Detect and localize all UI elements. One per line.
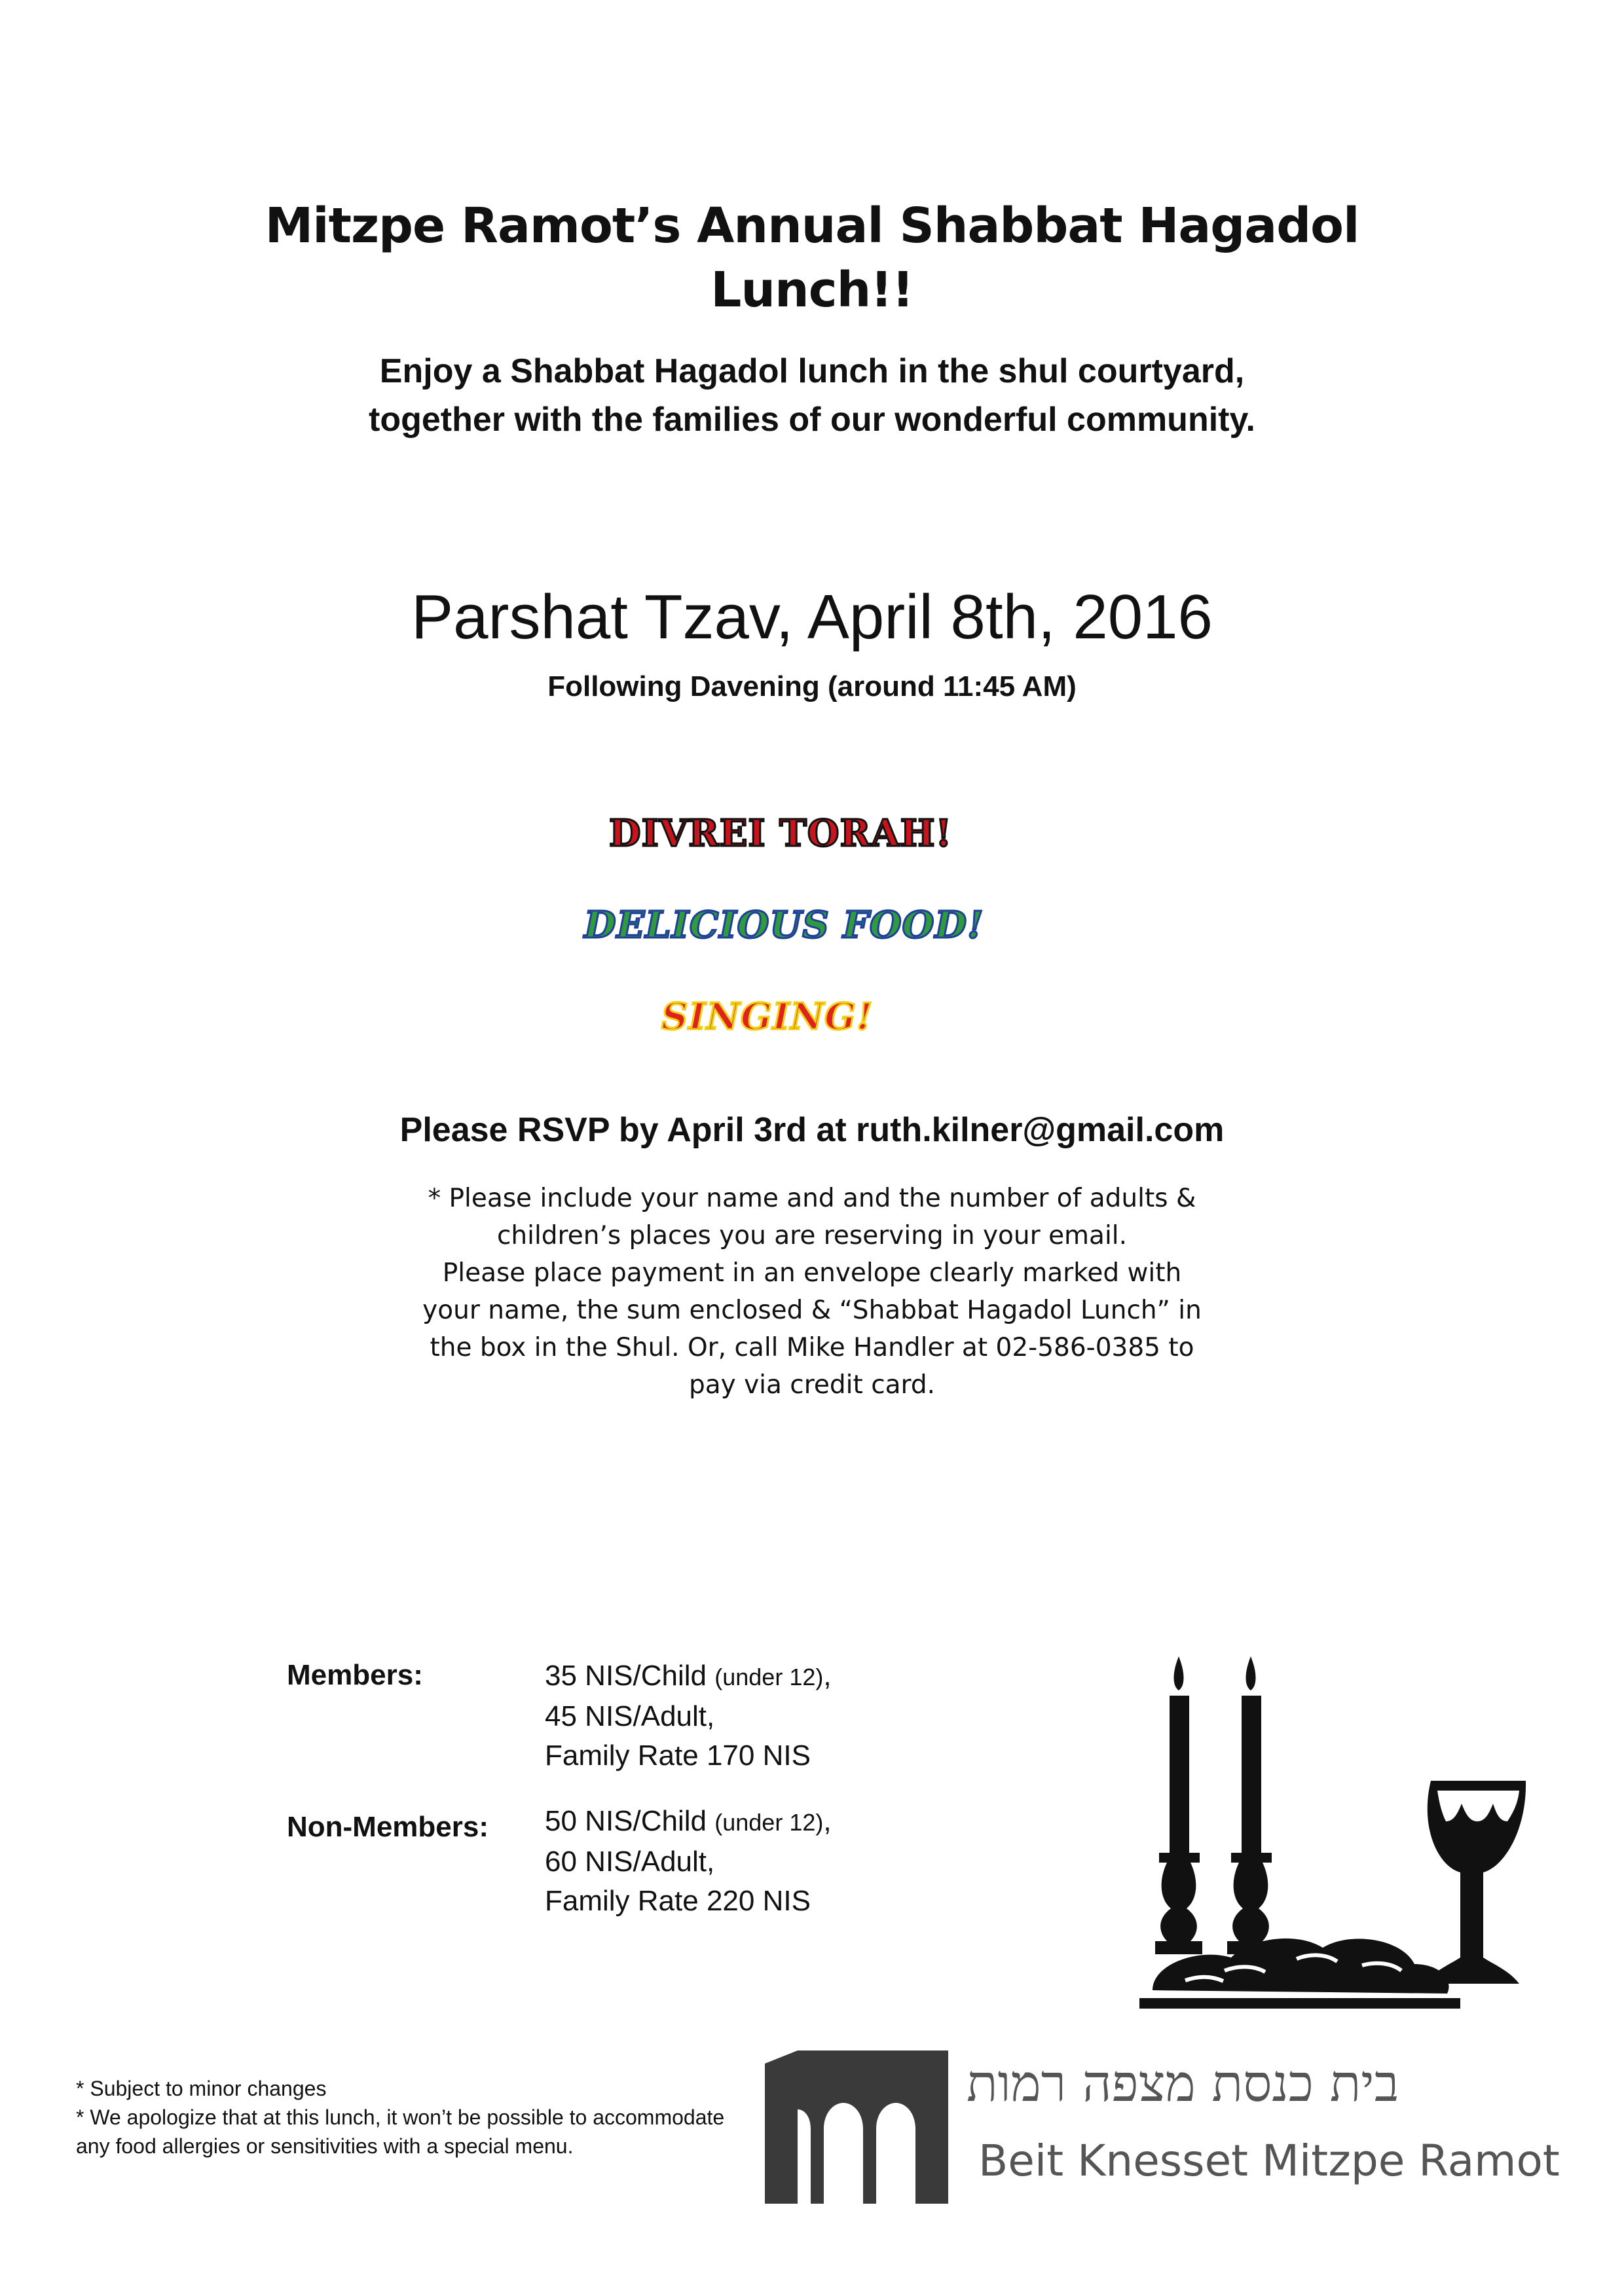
note-line: the box in the Shul. Or, call Mike Handler at 02-586-0385 to bbox=[430, 1333, 1194, 1362]
members-adult-price: 45 NIS/Adult, bbox=[545, 1700, 715, 1732]
shabbat-illustration bbox=[1126, 1650, 1532, 2016]
title-line-1: Mitzpe Ramot’s Annual Shabbat Hagadol bbox=[265, 198, 1359, 254]
non-members-label: Non-Members: bbox=[287, 1811, 489, 1843]
synagogue-arches-logo-icon bbox=[758, 2050, 948, 2204]
shabbat-candles-icon bbox=[1155, 1656, 1274, 1954]
footnote: * We apologize that at this lunch, it won’t be possible to accommodate bbox=[76, 2105, 725, 2129]
title-line-2: Lunch!! bbox=[710, 262, 913, 318]
logo-english-text: Beit Knesset Mitzpe Ramot bbox=[978, 2136, 1560, 2186]
footnote: * Subject to minor changes bbox=[76, 2077, 327, 2100]
non-members-adult-price: 60 NIS/Adult, bbox=[545, 1846, 715, 1878]
flyer-title bbox=[0, 194, 1624, 322]
footnotes bbox=[76, 2074, 724, 2160]
note-line: * Please include your name and and the number of adults & bbox=[428, 1184, 1196, 1213]
footnote: any food allergies or sensitivities with a special menu. bbox=[76, 2134, 574, 2158]
highlight-singing: SINGING! bbox=[661, 995, 874, 1038]
intro-line-2: together with the families of our wonderful community. bbox=[369, 401, 1255, 439]
note-line: Please place payment in an envelope clearly marked with bbox=[442, 1258, 1182, 1288]
note-line: your name, the sum enclosed & “Shabbat Hagadol Lunch” in bbox=[422, 1296, 1202, 1325]
highlight-delicious-food: DELICIOUS FOOD! bbox=[584, 903, 984, 947]
note-line: pay via credit card. bbox=[688, 1370, 936, 1400]
rsvp-line: Please RSVP by April 3rd at ruth.kilner@gmail.com bbox=[399, 1111, 1225, 1149]
non-members-child-price: 50 NIS/Child (under 12), bbox=[545, 1805, 832, 1837]
members-label: Members: bbox=[287, 1659, 423, 1691]
non-members-family-rate: Family Rate 220 NIS bbox=[545, 1885, 811, 1917]
intro-text bbox=[0, 347, 1624, 444]
members-prices bbox=[545, 1656, 832, 1776]
intro-line-1: Enjoy a Shabbat Hagadol lunch in the shul courtyard, bbox=[379, 352, 1245, 390]
kiddush-cup-icon bbox=[1424, 1781, 1526, 1984]
highlight-divrei-torah: DIVREI TORAH! bbox=[609, 812, 953, 855]
members-child-price: 35 NIS/Child (under 12), bbox=[545, 1660, 832, 1692]
event-date: Parshat Tzav, April 8th, 2016 bbox=[411, 582, 1213, 652]
logo-hebrew-text: בית כנסת מצפה רמות bbox=[967, 2054, 1399, 2113]
note-line: children’s places you are reserving in your email. bbox=[496, 1221, 1128, 1250]
non-members-prices bbox=[545, 1802, 832, 1921]
event-time: Following Davening (around 11:45 AM) bbox=[547, 670, 1077, 702]
rsvp-note bbox=[354, 1180, 1270, 1404]
members-family-rate: Family Rate 170 NIS bbox=[545, 1740, 811, 1772]
